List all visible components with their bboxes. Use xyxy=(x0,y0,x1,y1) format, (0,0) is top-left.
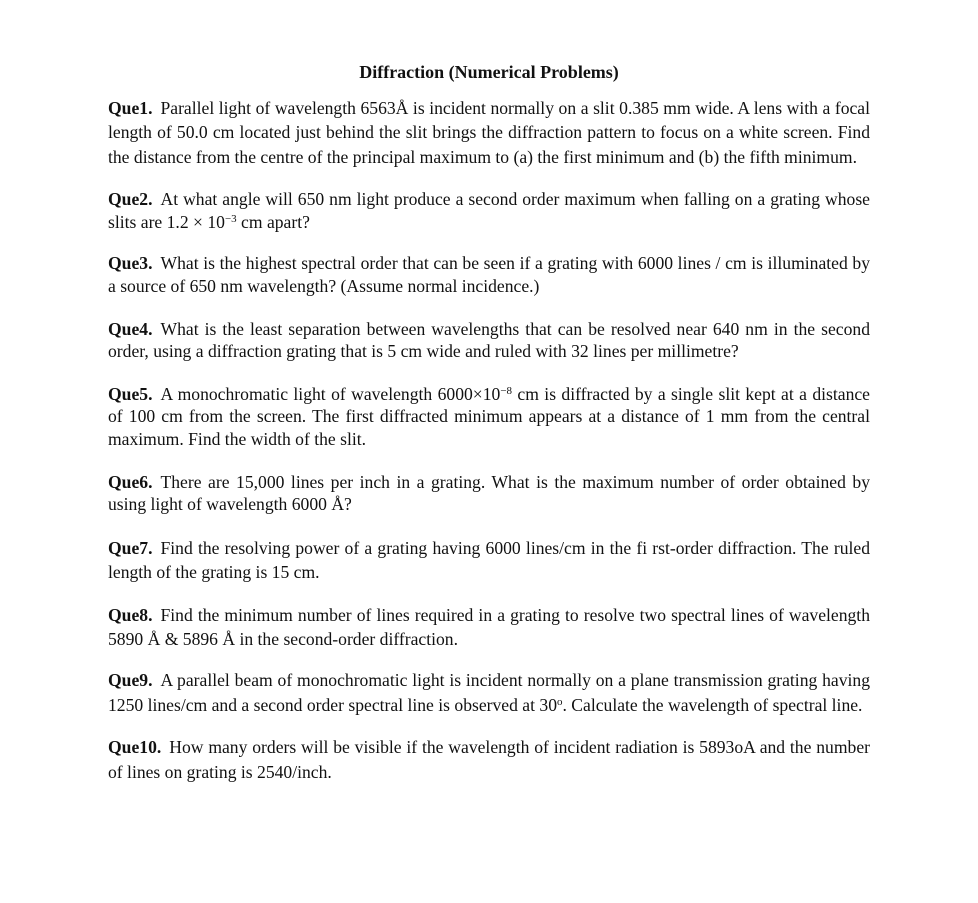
document-page xyxy=(108,60,870,800)
question-label: Que4. xyxy=(108,318,153,339)
question-label: Que5. xyxy=(108,383,153,404)
question-text: Find the minimum number of lines required in a grating to resolve two spectral lines of wavelength 5890 Å & 5896 Å in the second-order diffraction. xyxy=(108,604,870,649)
question-text: There are 15,000 lines per inch in a grating. What is the maximum number of order obtained by using light of wavelength 6000 Å? xyxy=(108,471,870,515)
question-text: At what angle will 650 nm light produce a second order maximum when falling on a grating whose slits are 1.2 × 10 xyxy=(108,189,870,232)
question-text: Parallel light of wavelength 6563Å is incident normally on a slit 0.385 mm wide. A lens with a focal length of 50.0 cm located just behind the slit brings the diffraction pattern to focus on a white screen. Find the distance from the centre of the principal maximum to (a) the first minimum and (b) the fifth minimum. xyxy=(108,98,870,167)
question-label: Que8. xyxy=(108,604,153,625)
question-9 xyxy=(108,668,870,717)
question-text: Find the resolving power of a grating having 6000 lines/cm in the fi rst-order diffraction. The ruled length of the grating is 15 cm. xyxy=(108,537,870,583)
question-label: Que9. xyxy=(108,670,153,691)
question-text: How many orders will be visible if the wavelength of incident radiation is 5893oA and the number of lines on grating is 2540/inch. xyxy=(108,737,870,782)
question-text-end: . Calculate the wavelength of spectral line. xyxy=(562,694,863,715)
question-exponent: o xyxy=(557,695,563,708)
document-title: Diffraction (Numerical Problems) xyxy=(359,62,619,82)
question-10 xyxy=(108,735,870,784)
question-text: What is the highest spectral order that can be seen if a grating with 6000 lines / cm is illuminated by a source of 650 nm wavelength? (Assume normal incidence.) xyxy=(108,253,870,296)
question-2 xyxy=(108,188,870,233)
question-text: What is the least separation between wavelengths that can be resolved near 640 nm in the second order, using a diffraction grating that is 5 cm wide and ruled with 32 lines per millimetre? xyxy=(108,318,870,362)
question-text: A parallel beam of monochromatic light is incident normally on a plane transmission grating having 1250 lines/cm and a second order spectral line is observed at 30 xyxy=(108,670,870,715)
question-7 xyxy=(108,536,870,585)
question-label: Que7. xyxy=(108,537,153,558)
question-6 xyxy=(108,471,870,516)
question-5 xyxy=(108,383,870,451)
question-text-end: cm is diffracted by a single slit kept at a distance of 100 cm from the screen. The first diffracted minimum appears at a distance of 1 mm from the central maximum. Find the width of the slit. xyxy=(108,383,870,449)
question-exponent: −3 xyxy=(224,212,237,225)
question-label: Que10. xyxy=(108,737,162,758)
question-label: Que1. xyxy=(108,98,153,118)
question-text-end: cm apart? xyxy=(236,211,310,232)
question-text: A monochromatic light of wavelength 6000×10 xyxy=(160,383,501,404)
question-4 xyxy=(108,318,870,363)
question-label: Que6. xyxy=(108,471,153,492)
question-3 xyxy=(108,252,870,297)
question-label: Que3. xyxy=(108,253,153,274)
question-label: Que2. xyxy=(108,189,153,210)
question-1 xyxy=(108,96,870,169)
question-exponent: −8 xyxy=(500,384,513,397)
question-8 xyxy=(108,603,870,652)
